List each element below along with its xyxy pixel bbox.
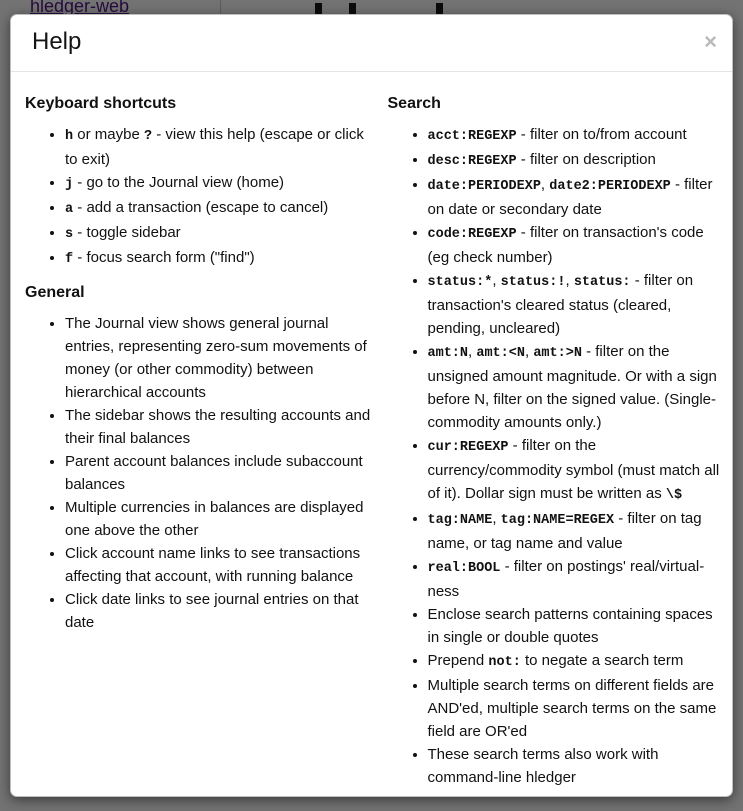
- help-list: [25, 123, 373, 271]
- code-term: acct:REGEXP: [427, 129, 517, 144]
- help-list-item: [428, 603, 725, 649]
- help-list-item: [65, 171, 373, 196]
- close-icon[interactable]: ×: [704, 29, 717, 54]
- code-term: amt:N: [427, 346, 469, 361]
- item-text: - add a transaction (escape to cancel): [73, 199, 329, 216]
- item-text: - filter on postings' real/virtual-ness: [427, 558, 705, 600]
- code-term: code:REGEXP: [427, 227, 517, 242]
- code-term: cur:REGEXP: [427, 440, 509, 455]
- code-term: \$: [665, 488, 683, 503]
- help-column-left: [25, 86, 375, 797]
- item-text: ,: [468, 343, 477, 360]
- item-text: - toggle sidebar: [73, 224, 181, 241]
- item-text: ,: [565, 272, 574, 289]
- help-list-item: [428, 555, 725, 603]
- item-text: Enclose search patterns containing spaces in single or double quotes: [427, 606, 713, 646]
- help-list-item: [65, 496, 373, 542]
- item-text: - go to the Journal view (home): [73, 174, 285, 191]
- modal-header: [11, 15, 732, 72]
- help-list-item: [65, 404, 373, 450]
- help-list-item: [428, 148, 725, 173]
- help-list-item: [65, 246, 373, 271]
- section-heading: General: [25, 284, 85, 301]
- code-term: status:*: [427, 275, 493, 290]
- item-text: Click account name links to see transactions affecting that account, with running balance: [65, 545, 361, 585]
- help-list-item: [428, 221, 725, 269]
- item-text: - filter on transaction's code (eg check number): [427, 224, 704, 266]
- help-list-item: [65, 450, 373, 496]
- item-text: or maybe: [73, 126, 144, 143]
- item-text: - view this help (escape or click to exit): [65, 126, 364, 168]
- help-list-item: [428, 434, 725, 507]
- help-list-item: [65, 588, 373, 634]
- modal-body: [11, 72, 732, 797]
- item-text: Prepend: [427, 652, 489, 669]
- help-list-item: [65, 221, 373, 246]
- item-text: Multiple currencies in balances are displayed one above the other: [65, 499, 364, 539]
- code-term: real:BOOL: [427, 561, 501, 576]
- item-text: - filter on tag name, or tag name and value: [427, 510, 702, 552]
- help-list: [388, 123, 725, 789]
- help-list-item: [428, 507, 725, 555]
- item-text: The sidebar shows the resulting accounts and their final balances: [65, 407, 371, 447]
- code-term: amt:<N: [476, 346, 525, 361]
- code-term: ?: [143, 129, 153, 144]
- item-text: Multiple search terms on different fields are AND'ed, multiple search terms on the same field are OR'ed: [427, 677, 717, 740]
- item-text: ,: [492, 510, 501, 527]
- code-term: status:: [573, 275, 631, 290]
- help-list-item: [65, 542, 373, 588]
- help-list-item: [65, 196, 373, 221]
- code-term: a: [65, 202, 74, 217]
- item-text: The Journal view shows general journal entries, representing zero-sum movements of money (or other commodity) between hierarchical accounts: [65, 315, 367, 401]
- section-heading: Search: [387, 95, 441, 112]
- code-term: amt:>N: [533, 346, 582, 361]
- code-term: h: [65, 129, 74, 144]
- section-heading: Keyboard shortcuts: [25, 95, 177, 112]
- code-term: date:PERIODEXP: [427, 179, 541, 194]
- item-text: to negate a search term: [520, 652, 684, 669]
- item-text: - filter on the unsigned amount magnitude. Or with a sign before N, filter on the signed value. (Single-commodity amounts only.): [427, 343, 717, 431]
- code-term: j: [65, 177, 74, 192]
- code-term: not:: [488, 655, 521, 670]
- code-term: status:!: [500, 275, 566, 290]
- item-text: - filter on description: [516, 151, 656, 168]
- item-text: ,: [524, 343, 534, 360]
- code-term: s: [65, 227, 74, 242]
- item-text: Click date links to see journal entries on that date: [65, 591, 359, 631]
- item-text: - filter on to/from account: [516, 126, 687, 143]
- help-column-right: [375, 86, 725, 797]
- help-list-item: [428, 123, 725, 148]
- item-text: - filter on date or secondary date: [427, 176, 713, 218]
- item-text: ,: [540, 176, 550, 193]
- help-list: [25, 312, 373, 634]
- help-list-item: [428, 269, 725, 340]
- help-list-item: [428, 674, 725, 743]
- item-text: - filter on the currency/commodity symbol (must match all of it). Dollar sign must be written as: [427, 437, 720, 502]
- code-term: tag:NAME: [427, 513, 493, 528]
- code-term: desc:REGEXP: [427, 154, 517, 169]
- help-list-item: [65, 312, 373, 404]
- item-text: - filter on transaction's cleared status (cleared, pending, uncleared): [427, 272, 694, 337]
- code-term: date2:PERIODEXP: [549, 179, 671, 194]
- help-list-item: [428, 743, 725, 789]
- item-text: - focus search form ("find"): [73, 249, 255, 266]
- help-modal: [10, 14, 733, 797]
- help-list-item: [428, 340, 725, 434]
- modal-title: Help: [32, 28, 82, 55]
- item-text: Parent account balances include subaccount balances: [65, 453, 363, 493]
- code-term: tag:NAME=REGEX: [500, 513, 615, 528]
- help-list-item: [428, 173, 725, 221]
- code-term: f: [65, 252, 74, 267]
- help-list-item: [428, 649, 725, 674]
- help-list-item: [65, 123, 373, 171]
- item-text: ,: [492, 272, 501, 289]
- item-text: These search terms also work with command-line hledger: [427, 746, 659, 786]
